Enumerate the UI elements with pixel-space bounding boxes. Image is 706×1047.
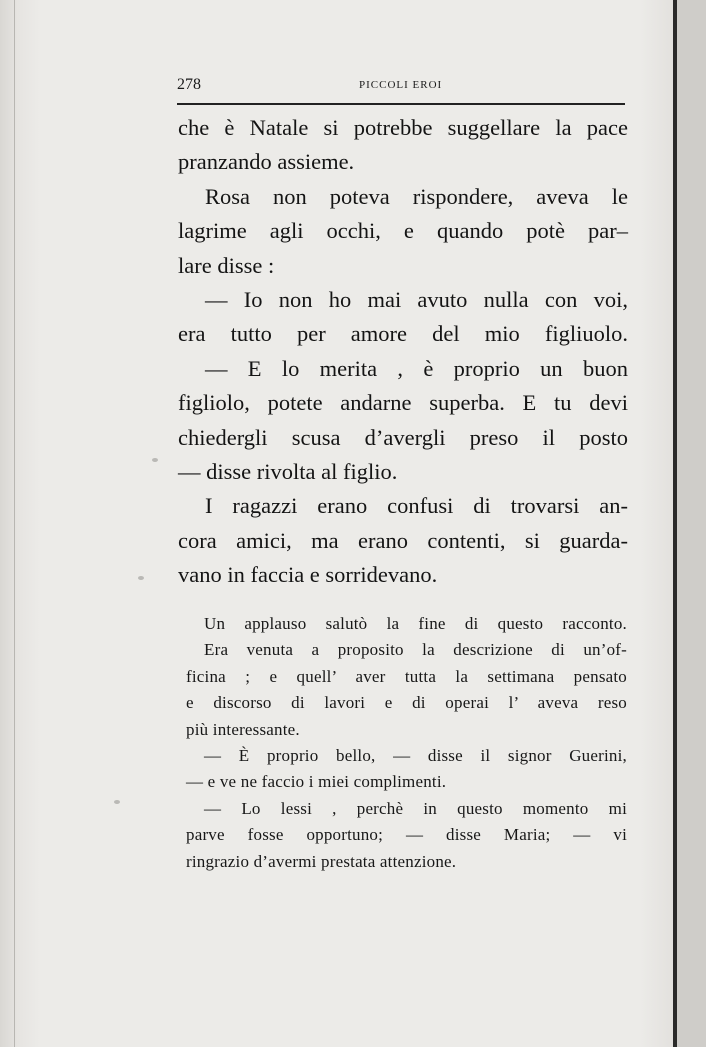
text-line: vano in faccia e sorridevano. [178,562,438,588]
small-text-line: parve fosse opportuno; — disse Maria; — vi [186,825,627,845]
page-gutter-edge [14,0,15,1047]
running-title: PICCOLI EROI [359,79,443,91]
small-text-line: ficina ; e quell’ aver tutta la settimana pensato [186,666,627,686]
small-text-line: e discorso di lavori e di operai l’ aveva reso [186,693,627,713]
text-line: era tutto per amore del mio figliuolo. [178,321,628,347]
paper-speck [152,458,158,462]
small-text-line: — Lo lessi , perchè in questo momento mi [204,798,627,818]
text-line: chiedergli scusa d’avergli preso il posto [178,424,628,450]
text-line: I ragazzi erano confusi di trovarsi an- [205,493,628,519]
text-line: Rosa non poteva rispondere, aveva le [205,183,628,209]
text-line: — disse rivolta al figlio. [178,459,398,485]
page-header [177,76,625,96]
text-line: cora amici, ma erano contenti, si guarda- [178,527,628,553]
small-text-line: — È proprio bello, — disse il signor Guerini, [204,746,627,766]
text-line: pranzando assieme. [178,149,355,175]
paper-speck [114,800,120,804]
text-line: che è Natale si potrebbe suggellare la pace [178,115,628,140]
small-text-line: Era venuta a proposito la descrizione di un’of- [204,640,627,660]
text-line: — Io non ho mai avuto nulla con voi, [205,287,628,313]
paper-speck [138,576,144,580]
header-rule [177,103,625,105]
text-line: — E lo merita , è proprio un buon [205,355,628,381]
small-text-line: Un applauso salutò la fine di questo racconto. [204,614,627,633]
text-line: lare disse : [178,252,275,278]
page-right-margin [677,0,706,1047]
text-line: lagrime agli occhi, e quando potè par– [178,218,628,244]
small-text-line: ringrazio d’avermi prestata attenzione. [186,851,457,871]
page-number: 278 [177,76,201,93]
small-text-line: — e ve ne faccio i miei complimenti. [186,772,447,792]
small-text-line: più interessante. [186,719,300,739]
main-text [178,111,628,593]
small-print-section [186,611,627,875]
text-line: figliolo, potete andarne superba. E tu devi [178,390,628,416]
